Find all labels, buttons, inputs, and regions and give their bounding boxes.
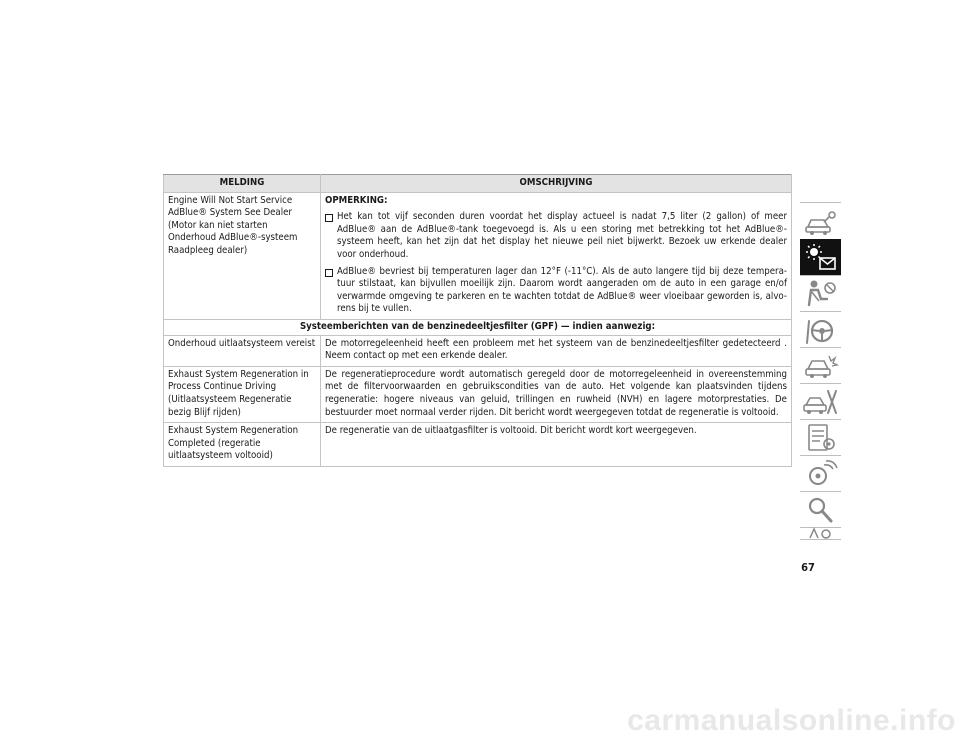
melding-cell <box>164 335 321 366</box>
car-tools-icon <box>800 383 841 420</box>
melding-line: AdBlue® System See Dealer <box>168 207 292 219</box>
tab-language[interactable] <box>800 527 841 539</box>
table-row <box>164 366 792 422</box>
magnifier-icon <box>800 491 841 528</box>
tab-seatbelt-airbag[interactable] <box>800 275 841 312</box>
note-bullet <box>325 266 787 316</box>
header-omschrijving: OMSCHRIJVING <box>321 175 792 193</box>
tab-index-search[interactable] <box>800 491 841 528</box>
melding-line: Engine Will Not Start Service <box>168 194 293 206</box>
tab-car-crash[interactable] <box>800 347 841 384</box>
service-checklist-icon <box>800 419 841 456</box>
tab-car-key[interactable] <box>800 203 841 240</box>
section-title: Systeemberichten van de benzinedeeltjesfilter (GPF) — indien aanwezig: <box>164 319 792 335</box>
dashboard-light-icon <box>800 239 841 276</box>
melding-line: Completed (regeratie <box>168 437 261 449</box>
table-row <box>164 423 792 467</box>
melding-line: (Uitlaatsysteem Regeneratie <box>168 393 292 405</box>
section-row <box>164 319 792 335</box>
square-bullet-icon <box>325 214 333 222</box>
multimedia-icon <box>800 455 841 492</box>
table-header-row <box>164 175 792 193</box>
melding-cell <box>164 366 321 422</box>
tab-steering-wheel[interactable] <box>800 311 841 348</box>
omschrijving-cell: De regeneratieprocedure wordt automatisch geregeld door de motorregeleenheid in overeenstemming met de filtervoorwaarden en gebruikscondities van de auto. Het volgende kan plaatsvinden tijdens regeneratie: hogere niveaus van geluid, trillingen en ruwheid (NVH) en lagere motorprestaties. De bestuurder moet normaal verder rijden. Dit bericht wordt weergegeven totdat de regeneratie is voltooid. <box>321 366 792 422</box>
omschrijving-cell: De regeneratie van de uitlaatgasfilter is voltooid. Dit bericht wordt kort weergegeven. <box>321 423 792 467</box>
omschrijving-cell <box>321 192 792 319</box>
steering-wheel-icon <box>800 311 841 348</box>
tab-multimedia[interactable] <box>800 455 841 492</box>
melding-line: uitlaatsysteem voltooid) <box>168 450 273 462</box>
message-table <box>163 174 792 467</box>
tab-dashboard-lights[interactable] <box>800 239 841 276</box>
chapter-tab-strip <box>800 202 841 540</box>
tab-service-checklist[interactable] <box>800 419 841 456</box>
bullet-text: Het kan tot vijf seconden duren voordat het display actueel is nadat 7,5 liter (2 gallon) of meer AdBlue® aan de AdBlue®-tank toegevoegd is. Als u een storing met betrekking tot het AdBlue®-systeem heeft, kan het zijn dat het display het nieuwe peil niet bijwerkt. Bezoek uw erkende dealer voor onderhoud. <box>337 211 787 260</box>
melding-line: Exhaust System Regeneration <box>168 425 299 437</box>
note-bullet <box>325 211 787 261</box>
melding-cell <box>164 192 321 319</box>
melding-line: Onderhoud uitlaatsysteem vereist <box>168 337 316 349</box>
header-melding: MELDING <box>164 175 321 193</box>
melding-line: Onderhoud AdBlue®-systeem <box>168 232 298 244</box>
melding-line: Exhaust System Regeneration in <box>168 368 309 380</box>
bullet-text: AdBlue® bevriest bij temperaturen lager dan 12°F (-11°C). Als de auto langere tijd bij deze tempera-tuur stilstaat, kan bijvullen moeilijk zijn. Daarom wordt aangeraden om de auto in een garage en/of verwarmde omgeving te parkeren en te wachten totdat de AdBlue® weer vloeibaar geworden is, alvo-rens bij te vullen. <box>337 265 787 315</box>
watermark: carmanualsonline.info <box>627 704 956 737</box>
melding-line: (Motor kan niet starten <box>168 219 268 231</box>
page-number: 67 <box>801 561 815 574</box>
melding-cell <box>164 423 321 467</box>
omschrijving-cell: De motorregeleenheid heeft een probleem met het systeem van de benzinedeeltjesfilter gedetecteerd . Neem contact op met een erkende dealer. <box>321 335 792 366</box>
table-row <box>164 192 792 319</box>
seatbelt-airbag-icon <box>800 275 841 312</box>
tab-car-tools[interactable] <box>800 383 841 420</box>
melding-line: Raadpleeg dealer) <box>168 244 248 256</box>
note-label: OPMERKING: <box>325 194 388 206</box>
table-row <box>164 335 792 366</box>
square-bullet-icon <box>325 269 333 277</box>
car-key-icon <box>800 203 841 240</box>
language-index-icon <box>800 527 841 539</box>
car-crash-icon <box>800 347 841 384</box>
melding-line: Process Continue Driving <box>168 381 277 393</box>
melding-line: bezig Blijf rijden) <box>168 406 241 418</box>
